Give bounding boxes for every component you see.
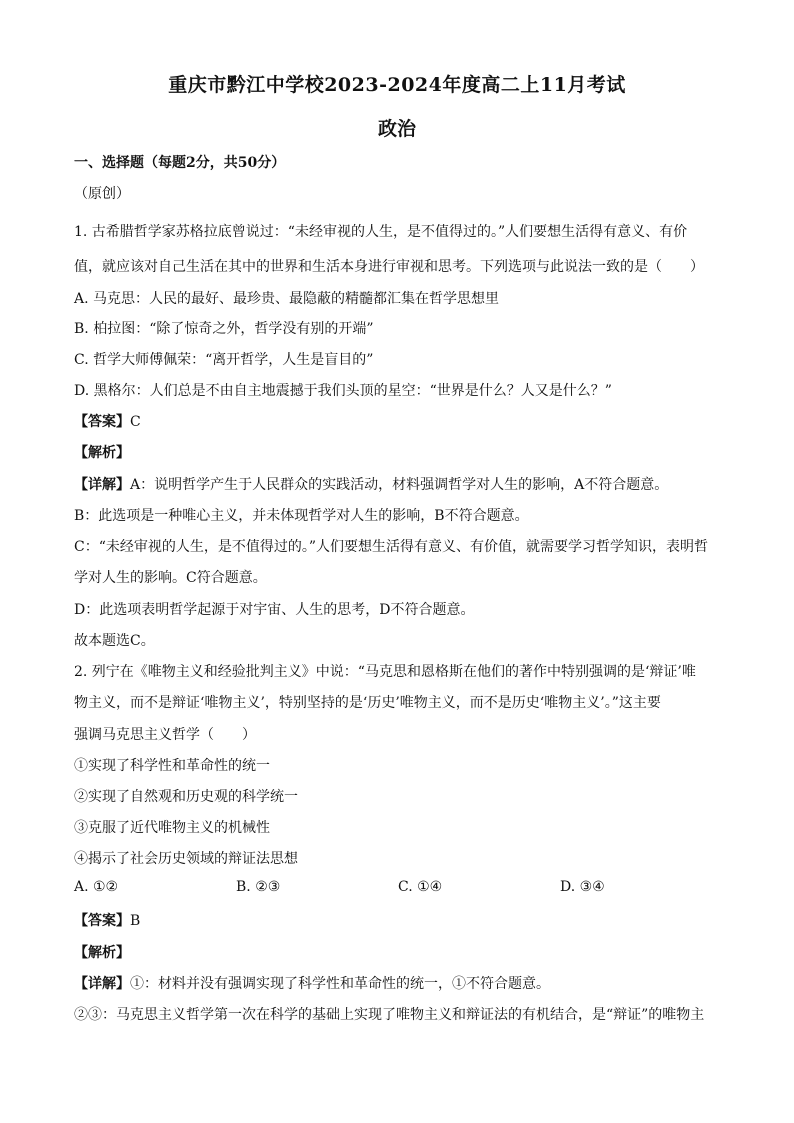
q2-item3: ③克服了近代唯物主义的机械性	[74, 820, 270, 836]
detail-label: 【详解】	[74, 976, 130, 992]
q2-stem-line3: 强调马克思主义哲学（ ）	[74, 727, 256, 743]
q1-answer	[74, 411, 141, 431]
answer-label: 【答案】	[74, 913, 130, 929]
section-heading: 一、选择题（每题2分，共50分）	[74, 155, 286, 171]
detail-text: A：说明哲学产生于人民群众的实践活动，材料强调哲学对人生的影响，A不符合题意。	[130, 477, 669, 493]
answer-value: B	[130, 913, 141, 929]
q1-conclusion: 故本题选C。	[74, 633, 155, 649]
q2-option-d: D. ③④	[560, 879, 605, 895]
q2-stem-line1: 2. 列宁在《唯物主义和经验批判主义》中说：“马克思和恩格斯在他们的著作中特别强调的是‘辩证’唯	[74, 664, 696, 680]
q2-stem-line2: 物主义，而不是辩证‘唯物主义’，特别坚持的是‘历史’唯物主义，而不是历史‘唯物主义’。”这主要	[74, 695, 661, 711]
q1-detail-a	[74, 474, 668, 494]
q2-item2: ②实现了自然观和历史观的科学统一	[74, 789, 298, 805]
q2-analysis-label: 【解析】	[74, 945, 130, 961]
exam-title: 重庆市黔江中学校2023-2024年度高二上11月考试	[168, 74, 626, 96]
q1-detail-b: B：此选项是一种唯心主义，并未体现哲学对人生的影响，B不符合题意。	[74, 508, 529, 524]
q2-answer	[74, 910, 140, 930]
answer-value: C	[130, 414, 141, 430]
q2-option-b: B. ②③	[236, 879, 281, 895]
q1-option-c: C. 哲学大师傅佩荣：“离开哲学，人生是盲目的”	[74, 352, 374, 368]
q2-detail-23: ②③：马克思主义哲学第一次在科学的基础上实现了唯物主义和辩证法的有机结合，是“辩证”的唯物主	[74, 1007, 705, 1023]
detail-text: ①：材料并没有强调实现了科学性和革命性的统一，①不符合题意。	[130, 976, 550, 992]
q1-detail-c-line1: C：“未经审视的人生，是不值得过的。”人们要想生活得有意义、有价值，就需要学习哲学知识，表明哲	[74, 539, 709, 555]
origin-note: （原创）	[74, 186, 130, 202]
detail-label: 【详解】	[74, 477, 130, 493]
q2-detail-1	[74, 973, 550, 993]
q2-options	[74, 879, 722, 895]
q2-item4: ④揭示了社会历史领域的辩证法思想	[74, 851, 298, 867]
answer-label: 【答案】	[74, 414, 130, 430]
q1-detail-c-line2: 学对人生的影响。C符合题意。	[74, 570, 267, 586]
q2-option-a: A. ①②	[74, 879, 119, 895]
q2-item1: ①实现了科学性和革命性的统一	[74, 758, 270, 774]
q1-option-b: B. 柏拉图：“除了惊奇之外，哲学没有别的开端”	[74, 321, 374, 337]
q1-option-d: D. 黑格尔：人们总是不由自主地震撼于我们头顶的星空：“世界是什么？人又是什么？”	[74, 383, 612, 399]
q2-option-c: C. ①④	[398, 879, 443, 895]
exam-subject: 政治	[377, 118, 416, 140]
q1-stem-line1: 1. 古希腊哲学家苏格拉底曾说过：“未经审视的人生，是不值得过的。”人们要想生活得有意义、有价	[74, 224, 688, 240]
q1-analysis-label: 【解析】	[74, 445, 130, 461]
q1-detail-d: D：此选项表明哲学起源于对宇宙、人生的思考，D不符合题意。	[74, 602, 475, 618]
q1-stem-line2: 值，就应该对自己生活在其中的世界和生活本身进行审视和思考。下列选项与此说法一致的是（ ）	[74, 259, 704, 275]
q1-option-a: A. 马克思：人民的最好、最珍贵、最隐蔽的精髓都汇集在哲学思想里	[74, 291, 500, 307]
